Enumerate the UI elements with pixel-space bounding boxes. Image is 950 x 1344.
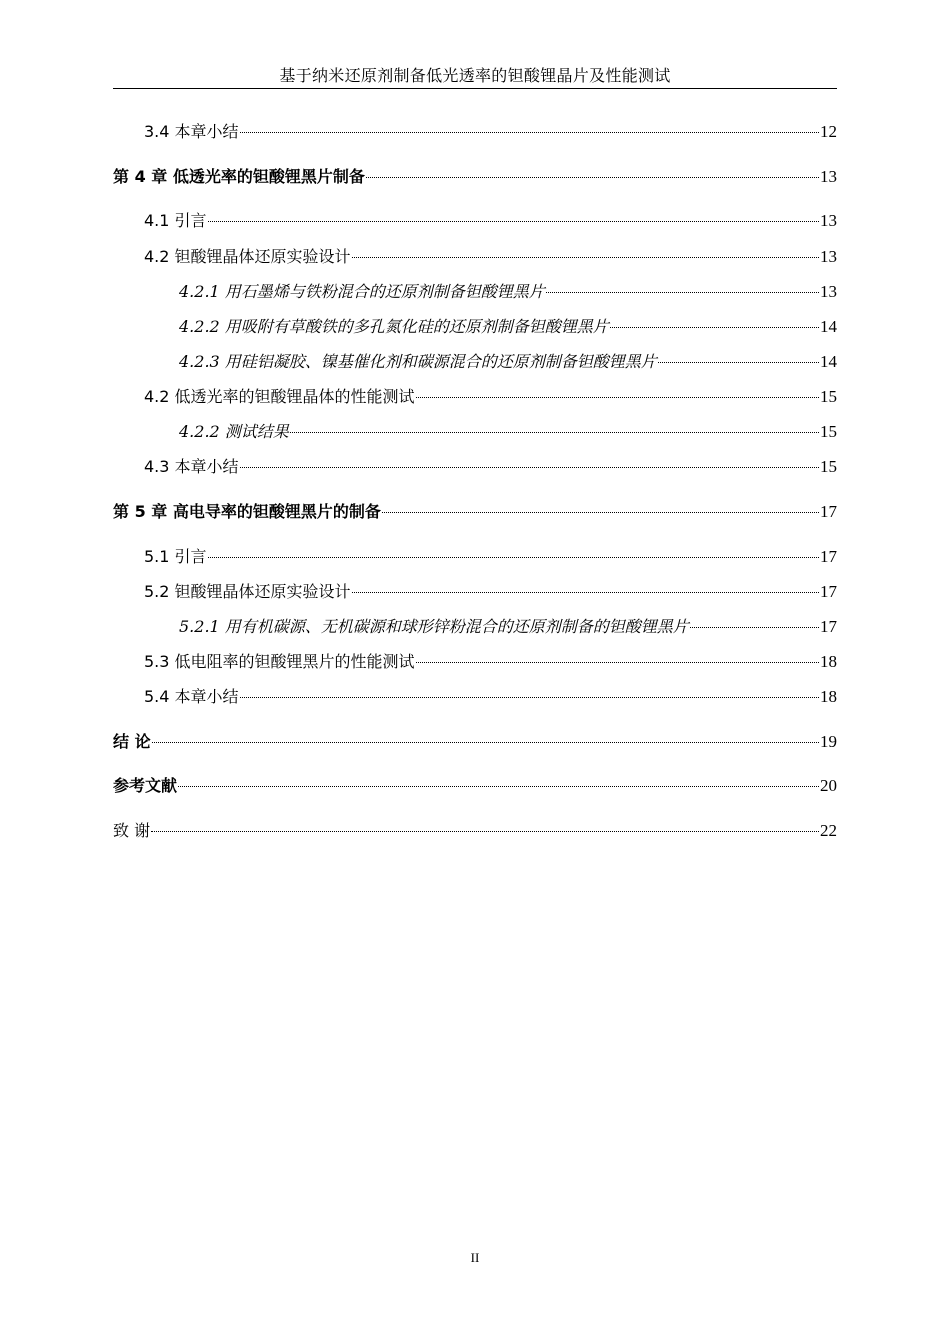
toc-entry-conclusion[interactable] [113,730,837,754]
toc-entry-label: 第 5 章 高电导率的钽酸锂黑片的制备 [113,502,381,521]
toc-entry-label: 5.2.1 用有机碳源、无机碳源和球形锌粉混合的还原剂制备的钽酸锂黑片 [179,617,689,636]
toc-entry-5-4[interactable] [144,685,837,709]
toc-entry-4-2-2[interactable] [179,315,837,339]
dot-leader [366,177,819,178]
toc-entry-page: 13 [820,211,837,230]
dot-leader [352,257,819,258]
toc-entry-5-2-1[interactable] [179,615,837,639]
toc-entry-page: 12 [820,122,837,141]
toc-entry-5-1[interactable] [144,545,837,569]
toc-entry-page: 18 [820,687,837,706]
toc-entry-chapter-5[interactable] [113,500,837,524]
toc-entry-page: 15 [820,387,837,406]
toc-entry-label: 4.2.3 用硅铝凝胶、镍基催化剂和碳源混合的还原剂制备钽酸锂黑片 [179,352,657,371]
toc-entry-chapter-4[interactable] [113,165,837,189]
toc-entry-label: 4.2.1 用石墨烯与铁粉混合的还原剂制备钽酸锂黑片 [179,282,545,301]
toc-entry-page: 22 [820,821,837,840]
toc-entry-label: 4.2 钽酸锂晶体还原实验设计 [144,247,351,266]
dot-leader [178,786,819,787]
running-header: 基于纳米还原剂制备低光透率的钽酸锂晶片及性能测试 [279,66,671,85]
toc-entry-label: 3.4 本章小结 [144,122,239,141]
toc-entry-label: 4.3 本章小结 [144,457,239,476]
toc-entry-label: 4.2.2 用吸附有草酸铁的多孔氮化硅的还原剂制备钽酸锂黑片 [179,317,609,336]
toc-entry-label: 结 论 [113,732,151,751]
dot-leader [152,742,819,743]
dot-leader [658,362,819,363]
toc-entry-page: 18 [820,652,837,671]
toc-entry-label: 4.1 引言 [144,211,207,230]
dot-leader [610,327,819,328]
toc-entry-3-4[interactable] [144,120,837,144]
toc-entry-label: 4.2.2 测试结果 [179,422,289,441]
dot-leader [546,292,819,293]
toc-entry-5-3[interactable] [144,650,837,674]
toc-entry-references[interactable] [113,774,837,798]
toc-entry-4-2-1[interactable] [179,280,837,304]
toc-entry-label: 5.4 本章小结 [144,687,239,706]
toc-entry-page: 14 [820,317,837,336]
toc-entry-page: 13 [820,282,837,301]
toc-entry-page: 15 [820,457,837,476]
toc-entry-4-1[interactable] [144,209,837,233]
page-number: II [470,1250,480,1265]
toc-entry-4-2[interactable] [144,245,837,269]
toc-entry-page: 19 [820,732,837,751]
toc-entry-page: 14 [820,352,837,371]
dot-leader [208,557,819,558]
header-rule [113,88,837,89]
toc-entry-page: 17 [820,617,837,636]
toc-entry-label: 4.2 低透光率的钽酸锂晶体的性能测试 [144,387,415,406]
toc-entry-label: 参考文献 [113,776,178,795]
dot-leader [240,467,819,468]
toc-entry-label: 致 谢 [113,821,151,840]
toc-entry-page: 15 [820,422,837,441]
dot-leader [240,132,819,133]
dot-leader [240,697,819,698]
toc-entry-page: 17 [820,547,837,566]
toc-entry-label: 5.3 低电阻率的钽酸锂黑片的性能测试 [144,652,415,671]
toc-entry-page: 17 [820,582,837,601]
dot-leader [690,627,819,628]
toc-entry-page: 13 [820,247,837,266]
toc-entry-page: 13 [820,167,837,186]
toc-entry-4-2-test[interactable] [144,385,837,409]
dot-leader [208,221,819,222]
dot-leader [151,831,819,832]
toc-entry-4-3[interactable] [144,455,837,479]
dot-leader [416,397,819,398]
toc-entry-label: 第 4 章 低透光率的钽酸锂黑片制备 [113,167,365,186]
dot-leader [382,512,819,513]
toc-entry-4-2-2-results[interactable] [179,420,837,444]
dot-leader [352,592,819,593]
toc-entry-label: 5.2 钽酸锂晶体还原实验设计 [144,582,351,601]
toc-entry-page: 17 [820,502,837,521]
toc-entry-4-2-3[interactable] [179,350,837,374]
toc-entry-page: 20 [820,776,837,795]
toc-entry-label: 5.1 引言 [144,547,207,566]
dot-leader [416,662,819,663]
dot-leader [290,432,819,433]
toc-entry-5-2[interactable] [144,580,837,604]
toc-entry-acknowledgements[interactable] [113,819,837,843]
